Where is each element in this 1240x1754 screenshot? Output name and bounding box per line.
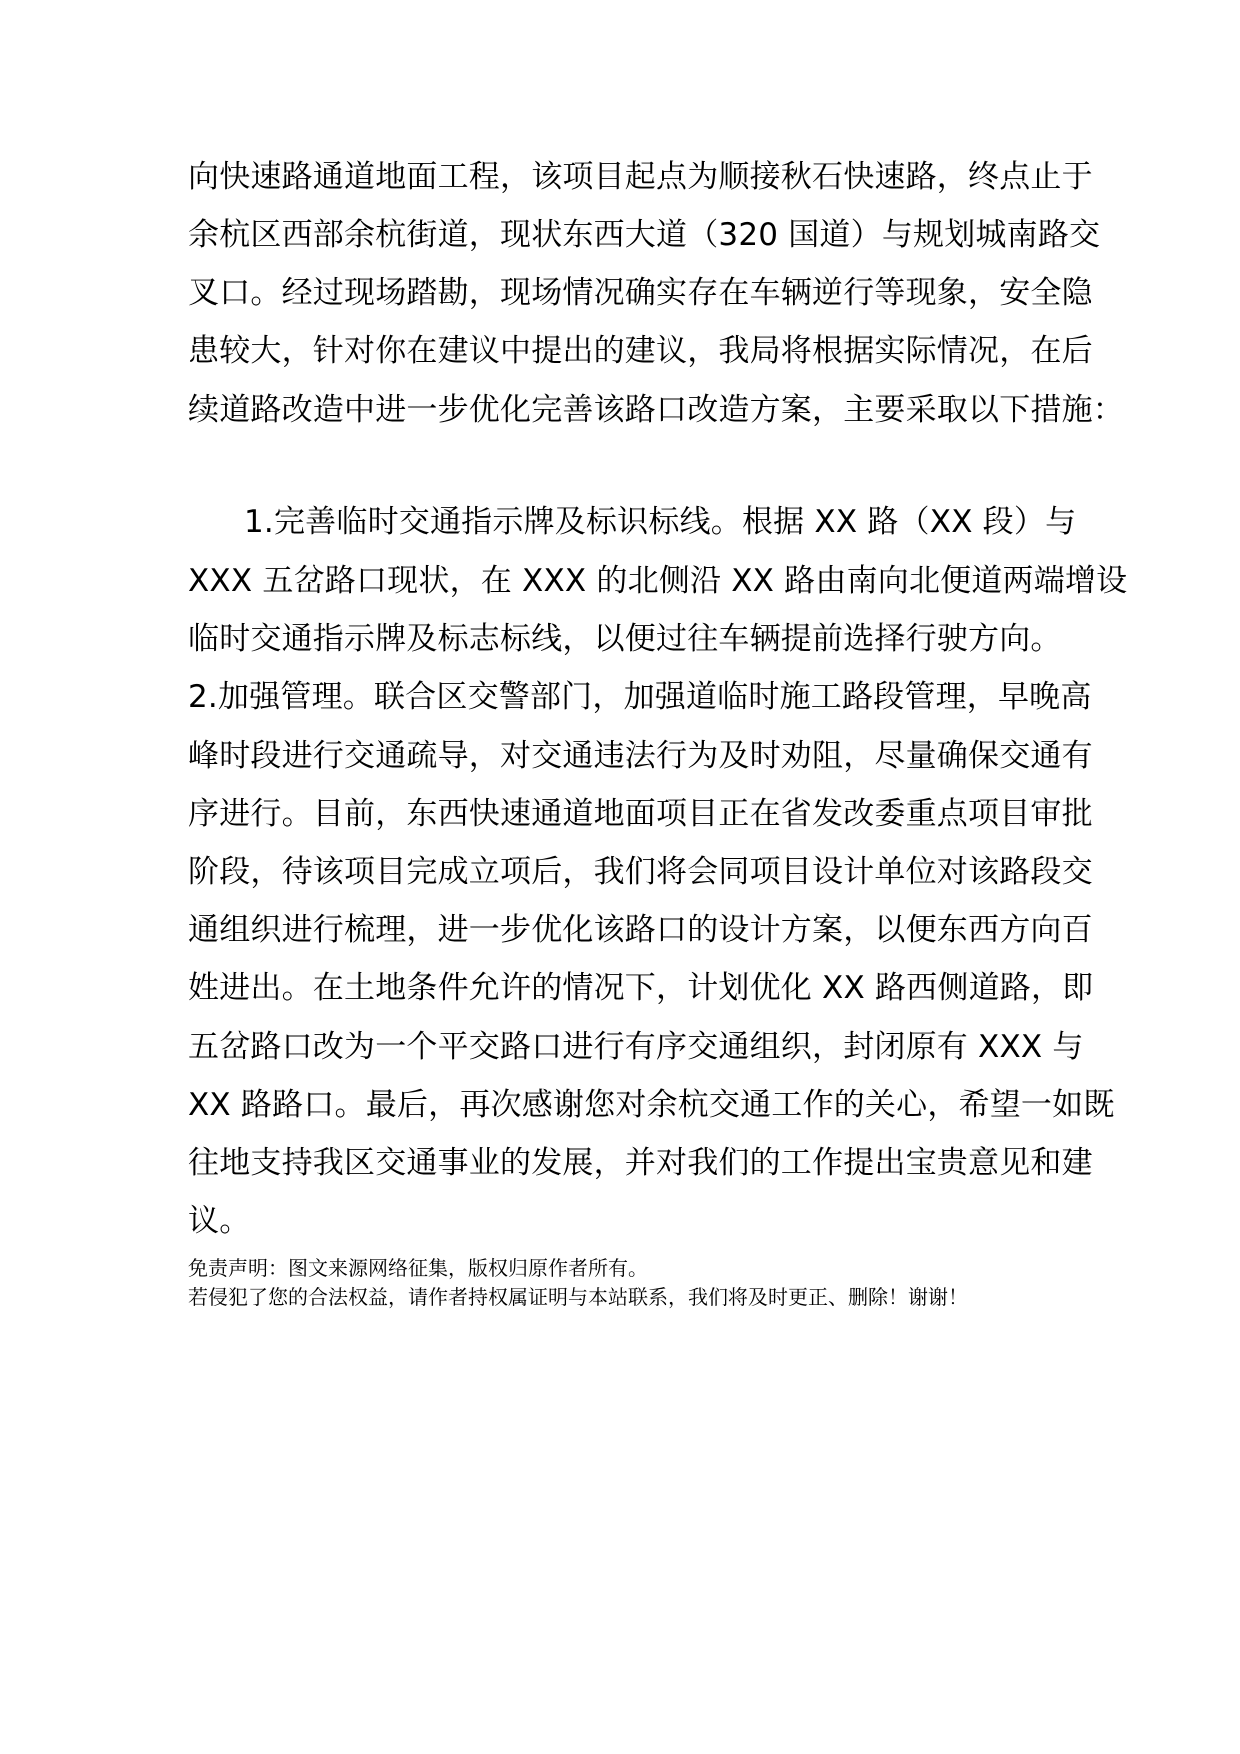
measure-2-line: 序进行。目前，东西快速通道地面项目正在省发改委重点项目审批	[188, 796, 1093, 832]
intro-line: 余杭区西部余杭街道，现状东西大道（320 国道）与规划城南路交	[188, 217, 1101, 253]
intro-line: 患较大，针对你在建议中提出的建议，我局将根据实际情况，在后	[188, 333, 1093, 369]
measure-2-line: 峰时段进行交通疏导，对交通违法行为及时劝阻，尽量确保交通有	[188, 738, 1093, 774]
measure-2-line: 五岔路口改为一个平交路口进行有序交通组织，封闭原有 XXX 与	[188, 1029, 1084, 1065]
intro-line: 叉口。经过现场踏勘，现场情况确实存在车辆逆行等现象，安全隐	[188, 275, 1093, 311]
measure-1-line: XXX 五岔路口现状，在 XXX 的北侧沿 XX 路由南向北便道两端增设	[188, 563, 1128, 599]
measure-1-line: 1.完善临时交通指示牌及标识标线。根据 XX 路（XX 段）与	[244, 504, 1077, 540]
disclaimer-line: 免责声明：图文来源网络征集，版权归原作者所有。	[188, 1256, 648, 1280]
measure-2-line: 往地支持我区交通事业的发展，并对我们的工作提出宝贵意见和建	[188, 1145, 1093, 1181]
measure-2-line: 议。	[188, 1203, 251, 1239]
measure-1-line: 临时交通指示牌及标志标线，以便过往车辆提前选择行驶方向。	[188, 621, 1062, 657]
measure-2-line: 阶段，待该项目完成立项后，我们将会同项目设计单位对该路段交	[188, 854, 1093, 890]
disclaimer-line: 若侵犯了您的合法权益，请作者持权属证明与本站联系，我们将及时更正、删除！谢谢！	[188, 1285, 968, 1309]
measure-2-line: 姓进出。在土地条件允许的情况下，计划优化 XX 路西侧道路，即	[188, 970, 1094, 1006]
intro-line: 向快速路通道地面工程，该项目起点为顺接秋石快速路，终点止于	[188, 159, 1093, 195]
measure-2-line: 通组织进行梳理，进一步优化该路口的设计方案，以便东西方向百	[188, 912, 1093, 948]
intro-line: 续道路改造中进一步优化完善该路口改造方案，主要采取以下措施：	[188, 392, 1124, 428]
measure-2-line: XX 路路口。最后，再次感谢您对余杭交通工作的关心，希望一如既	[188, 1087, 1115, 1123]
measure-2-line: 2.加强管理。联合区交警部门，加强道临时施工路段管理，早晚高	[188, 679, 1092, 715]
